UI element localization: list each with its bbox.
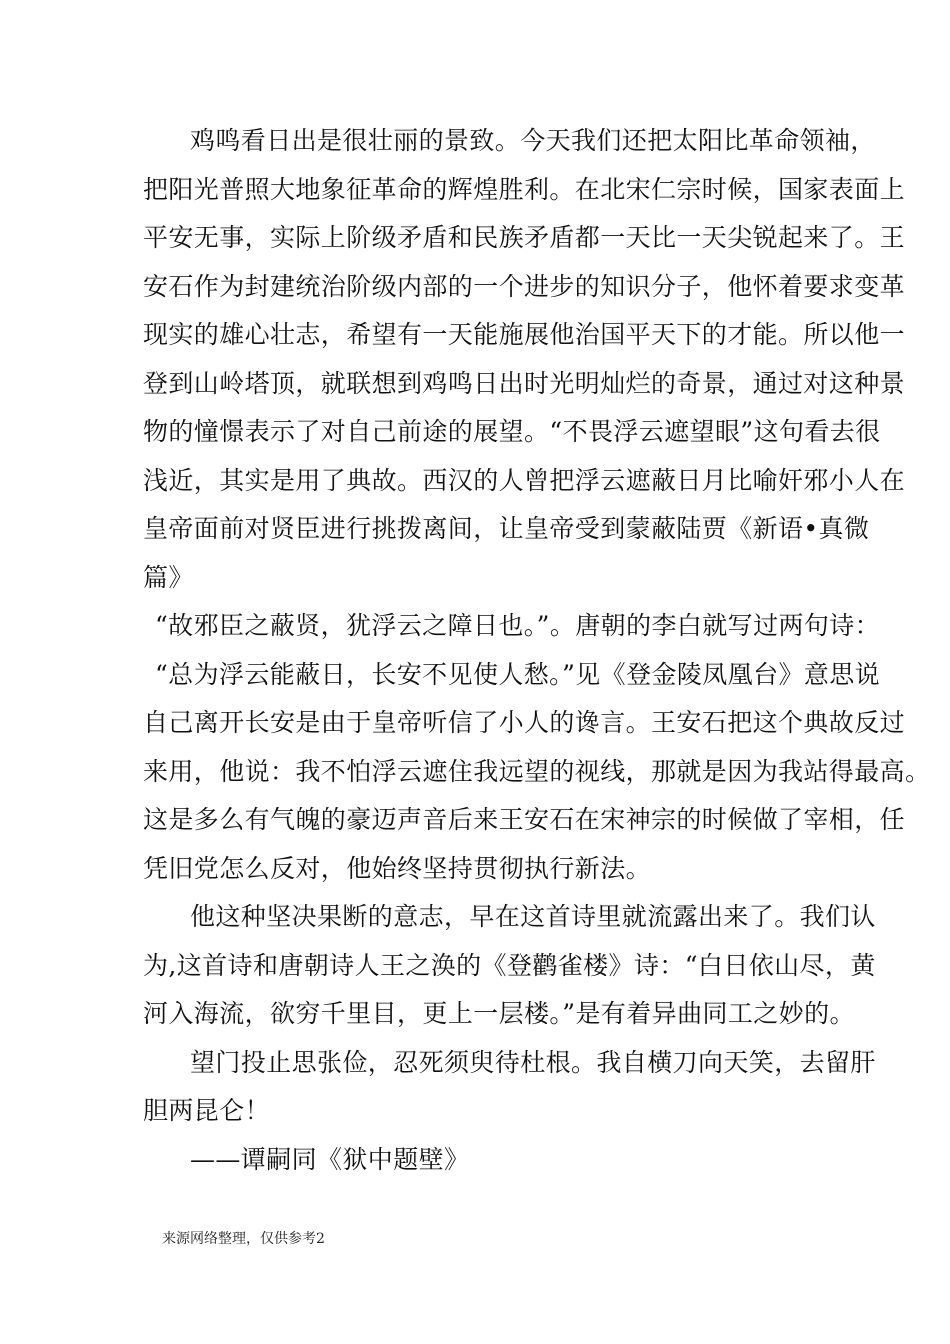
text-line-2: 把阳光普照大地象征革命的辉煌胜利。在北宋仁宗时候，国家表面上: [143, 175, 906, 204]
text-line-3: 平安无事，实际上阶级矛盾和民族矛盾都一天比一天尖锐起来了。王: [143, 223, 906, 252]
text-line-17: 他这种坚决果断的意志，早在这首诗里就流露出来了。我们认: [190, 902, 876, 931]
text-line-18: 为,这首诗和唐朝诗人王之涣的《登鹳雀楼》诗：“白日依山尽，黄: [143, 951, 876, 980]
text-line-20: 望门投止思张俭，忍死须臾待杜根。我自横刀向天笑，去留肝: [190, 1048, 876, 1077]
text-line-21: 胆两昆仑！: [143, 1096, 271, 1125]
text-line-16: 凭旧党怎么反对，他始终坚持贯彻执行新法。: [143, 854, 652, 883]
text-line-9: 皇帝面前对贤臣进行挑拨离间，让皇帝受到蒙蔽陆贾《新语•真微: [143, 514, 870, 543]
text-line-6: 登到山岭塔顶，就联想到鸡鸣日出时光明灿烂的奇景，通过对这种景: [143, 369, 906, 398]
text-line-4: 安石作为封建统治阶级内部的一个进步的知识分子，他怀着要求变革: [143, 272, 906, 301]
text-line-15: 这是多么有气魄的豪迈声音后来王安石在宋神宗的时候做了宰相，任: [143, 805, 906, 834]
page-footer: 来源网络整理，仅供参考2: [162, 1231, 325, 1247]
text-line-8: 浅近，其实是用了典故。西汉的人曾把浮云遮蔽日月比喻奸邪小人在: [143, 466, 906, 495]
text-line-10: 篇》: [143, 563, 194, 592]
text-line-5: 现实的雄心壮志，希望有一天能施展他治国平天下的才能。所以他一: [143, 320, 906, 349]
text-line-7: 物的憧憬表示了对自己前途的展望。“不畏浮云遮望眼”这句看去很: [143, 417, 881, 446]
text-line-1: 鸡鸣看日出是很壮丽的景致。今天我们还把太阳比革命领袖，: [190, 126, 876, 155]
text-line-13: 自己离开长安是由于皇帝听信了小人的谗言。王安石把这个典故反过: [143, 708, 906, 737]
text-line-14: 来用，他说：我不怕浮云遮住我远望的视线，那就是因为我站得最高。: [143, 757, 931, 786]
text-line-22: ——谭嗣同《狱中题壁》: [190, 1145, 470, 1174]
text-line-12: “总为浮云能蔽日，长安不见使人愁。”见《登金陵凤凰台》意思说: [155, 660, 881, 689]
text-line-11: “故邪臣之蔽贤，犹浮云之障日也。”。唐朝的李白就写过两句诗：: [155, 611, 881, 640]
text-line-19: 河入海流，欲穷千里目，更上一层楼。”是有着异曲同工之妙的。: [143, 999, 855, 1028]
